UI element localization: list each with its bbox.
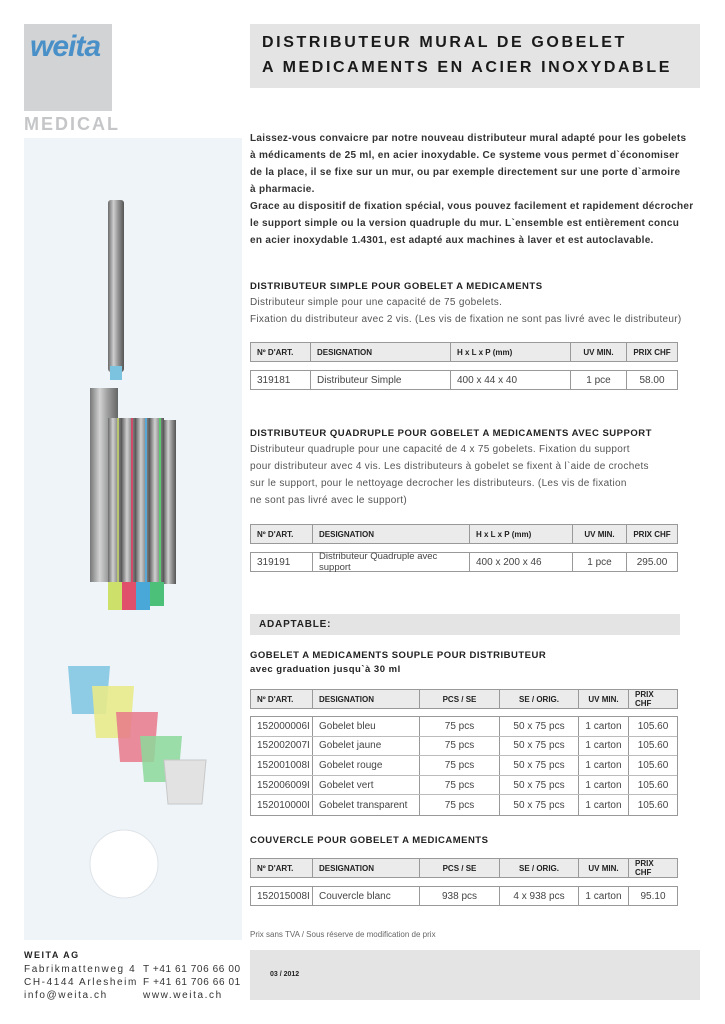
product-image-strip: [24, 138, 242, 940]
col-pcs-se: PCS / SE: [420, 690, 500, 708]
cell-se-orig: 4 x 938 pcs: [500, 887, 579, 905]
cell-designation: Gobelet transparent: [313, 795, 420, 815]
cell-designation: Gobelet bleu: [313, 717, 420, 736]
col-price: PRIX CHF: [633, 347, 671, 357]
col-uv-min: UV MIN.: [571, 343, 627, 361]
cell-price: 105.60: [637, 779, 669, 791]
description-line: Distributeur simple pour une capacité de 75 gobelets.: [250, 297, 503, 308]
cell-price: 105.60: [637, 740, 669, 752]
footer-address1: Fabrikmattenweg 4: [24, 964, 137, 975]
quadruple-dispenser-image: [90, 388, 176, 610]
cell-se-orig: 50 x 75 pcs: [500, 737, 579, 756]
cell-designation: Gobelet jaune: [313, 737, 420, 756]
col-article: Nº D'ART.: [251, 525, 313, 543]
table-row: [250, 552, 678, 572]
intro-paragraph: [250, 130, 710, 249]
cell-uv-min: 1 carton: [579, 887, 629, 905]
medical-label: MEDICAL: [24, 114, 120, 134]
cell-price: 58.00: [639, 374, 665, 386]
cell-se-orig: 50 x 75 pcs: [500, 756, 579, 775]
col-uv-min: UV MIN.: [579, 690, 629, 708]
col-dimensions: H x L x P (mm): [470, 525, 573, 543]
cell-uv-min: 1 carton: [579, 717, 629, 736]
table-row: [250, 886, 678, 906]
weita-logo: weita: [30, 30, 101, 63]
footer-date-box: [250, 950, 700, 1000]
col-article: Nº D'ART.: [251, 690, 313, 708]
cell-designation: Distributeur Quadruple avec support: [313, 553, 470, 571]
gobelets-subheading: avec graduation jusqu`à 30 ml: [250, 664, 401, 675]
description-line: ne sont pas livré avec le support): [250, 495, 407, 506]
cell-dimensions: 400 x 200 x 46: [470, 553, 573, 571]
col-se-orig: SE / ORIG.: [500, 859, 579, 877]
gobelets-table-body: [250, 716, 678, 816]
cups-image: [68, 666, 206, 804]
page-title-line1: DISTRIBUTEUR MURAL DE GOBELET: [262, 34, 627, 51]
intro-line: de la place, il se fixe sur un mur, ou par exemple directement sur une porte d`armoire: [250, 167, 681, 178]
col-designation: DESIGNATION: [313, 525, 470, 543]
cell-article: 152000006I: [251, 717, 313, 736]
simple-heading: DISTRIBUTEUR SIMPLE POUR GOBELET A MEDICAMENTS: [250, 281, 543, 292]
cell-se-orig: 50 x 75 pcs: [500, 795, 579, 815]
product-illustrations: [24, 138, 242, 940]
simple-description: [250, 294, 682, 328]
cell-uv-min: 1 pce: [573, 553, 627, 571]
lid-image: [90, 830, 158, 898]
col-article: Nº D'ART.: [251, 343, 311, 361]
intro-line: à médicaments de 25 ml, en acier inoxydable. Ce systeme vous permet d`économiser: [250, 150, 680, 161]
table-row: [251, 776, 677, 796]
quadruple-heading: DISTRIBUTEUR QUADRUPLE POUR GOBELET A MEDICAMENTS AVEC SUPPORT: [250, 428, 652, 439]
gobelets-heading: GOBELET A MEDICAMENTS SOUPLE POUR DISTRIBUTEUR: [250, 650, 547, 661]
intro-line: Grace au dispositif de fixation spécial, vous pouvez facilement et rapidement décrocher: [250, 201, 694, 212]
price-note: Prix sans TVA / Sous réserve de modification de prix: [250, 930, 436, 939]
cell-price: 95.10: [640, 890, 666, 902]
footer-company: WEITA AG: [24, 950, 80, 960]
col-price: PRIX CHF: [633, 529, 671, 539]
cell-uv-min: 1 pce: [571, 371, 627, 389]
cell-price: 295.00: [636, 556, 668, 568]
table-row: [251, 756, 677, 776]
cell-dimensions: 400 x 44 x 40: [451, 371, 571, 389]
page-title-line2: A MEDICAMENTS EN ACIER INOXYDABLE: [262, 59, 672, 76]
adaptable-label: ADAPTABLE:: [259, 619, 332, 630]
quadruple-description: [250, 441, 649, 509]
table-row: [251, 737, 677, 757]
col-designation: DESIGNATION: [313, 859, 420, 877]
col-pcs-se: PCS / SE: [420, 859, 500, 877]
cell-article: 152002007I: [251, 737, 313, 756]
cell-price: 105.60: [637, 799, 669, 811]
cell-pcs-se: 75 pcs: [420, 776, 500, 795]
cell-designation: Gobelet rouge: [313, 756, 420, 775]
footer-tel: T +41 61 706 66 00: [143, 964, 241, 975]
simple-table-header: [250, 342, 678, 362]
cell-article: 152015008I: [251, 887, 313, 905]
cell-designation: Distributeur Simple: [311, 371, 451, 389]
description-line: pour distributeur avec 4 vis. Les distributeurs à gobelet se fixent à l`aide de crochets: [250, 461, 649, 472]
col-price: PRIX CHF: [635, 690, 654, 708]
quadruple-table-header: [250, 524, 678, 544]
footer-email[interactable]: info@weita.ch: [24, 990, 108, 1001]
footer-web[interactable]: www.weita.ch: [143, 990, 223, 1001]
cell-pcs-se: 75 pcs: [420, 737, 500, 756]
couvercle-table-header: [250, 858, 678, 878]
cell-uv-min: 1 carton: [579, 776, 629, 795]
cell-pcs-se: 938 pcs: [420, 887, 500, 905]
col-designation: DESIGNATION: [313, 690, 420, 708]
intro-line: à pharmacie.: [250, 184, 315, 195]
table-row: [250, 370, 678, 390]
cell-uv-min: 1 carton: [579, 737, 629, 756]
cell-uv-min: 1 carton: [579, 795, 629, 815]
footer-address2: CH-4144 Arlesheim: [24, 977, 138, 988]
col-uv-min: UV MIN.: [579, 859, 629, 877]
col-designation: DESIGNATION: [311, 343, 451, 361]
couvercle-heading: COUVERCLE POUR GOBELET A MEDICAMENTS: [250, 835, 489, 846]
col-dimensions: H x L x P (mm): [451, 343, 571, 361]
cell-price: 105.60: [637, 720, 669, 732]
description-line: Fixation du distributeur avec 2 vis. (Les vis de fixation ne sont pas livré avec le distributeur): [250, 314, 682, 325]
cell-se-orig: 50 x 75 pcs: [500, 717, 579, 736]
footer-date: 03 / 2012: [270, 971, 300, 978]
gobelets-table-header: [250, 689, 678, 709]
cell-article: 152001008I: [251, 756, 313, 775]
intro-line: le support simple ou la version quadruple du mur. L`ensemble est entièrement concu: [250, 218, 680, 229]
cell-designation: Couvercle blanc: [313, 887, 420, 905]
cell-price: 105.60: [637, 759, 669, 771]
cell-article: 152006009I: [251, 776, 313, 795]
cell-article: 319191: [251, 553, 313, 571]
cell-article: 152010000I: [251, 795, 313, 815]
cell-pcs-se: 75 pcs: [420, 717, 500, 736]
single-dispenser-image: [108, 200, 124, 380]
col-uv-min: UV MIN.: [573, 525, 627, 543]
cell-designation: Gobelet vert: [313, 776, 420, 795]
col-article: Nº D'ART.: [251, 859, 313, 877]
intro-line: Laissez-vous convaicre par notre nouveau distributeur mural adapté pour les gobelets: [250, 133, 687, 144]
cell-se-orig: 50 x 75 pcs: [500, 776, 579, 795]
cell-pcs-se: 75 pcs: [420, 756, 500, 775]
col-price: PRIX CHF: [635, 859, 654, 877]
table-row: [251, 795, 677, 815]
description-line: Distributeur quadruple pour une capacité de 4 x 75 gobelets. Fixation du support: [250, 444, 630, 455]
col-se-orig: SE / ORIG.: [500, 690, 579, 708]
cell-pcs-se: 75 pcs: [420, 795, 500, 815]
intro-line: en acier inoxydable 1.4301, est adapté aux machines à laver et est autoclavable.: [250, 235, 654, 246]
table-row: [251, 717, 677, 737]
cell-uv-min: 1 carton: [579, 756, 629, 775]
description-line: sur le support, pour le nettoyage decrocher les distributeurs. (Les vis de fixation: [250, 478, 627, 489]
cell-article: 319181: [251, 371, 311, 389]
footer-fax: F +41 61 706 66 01: [143, 977, 241, 988]
